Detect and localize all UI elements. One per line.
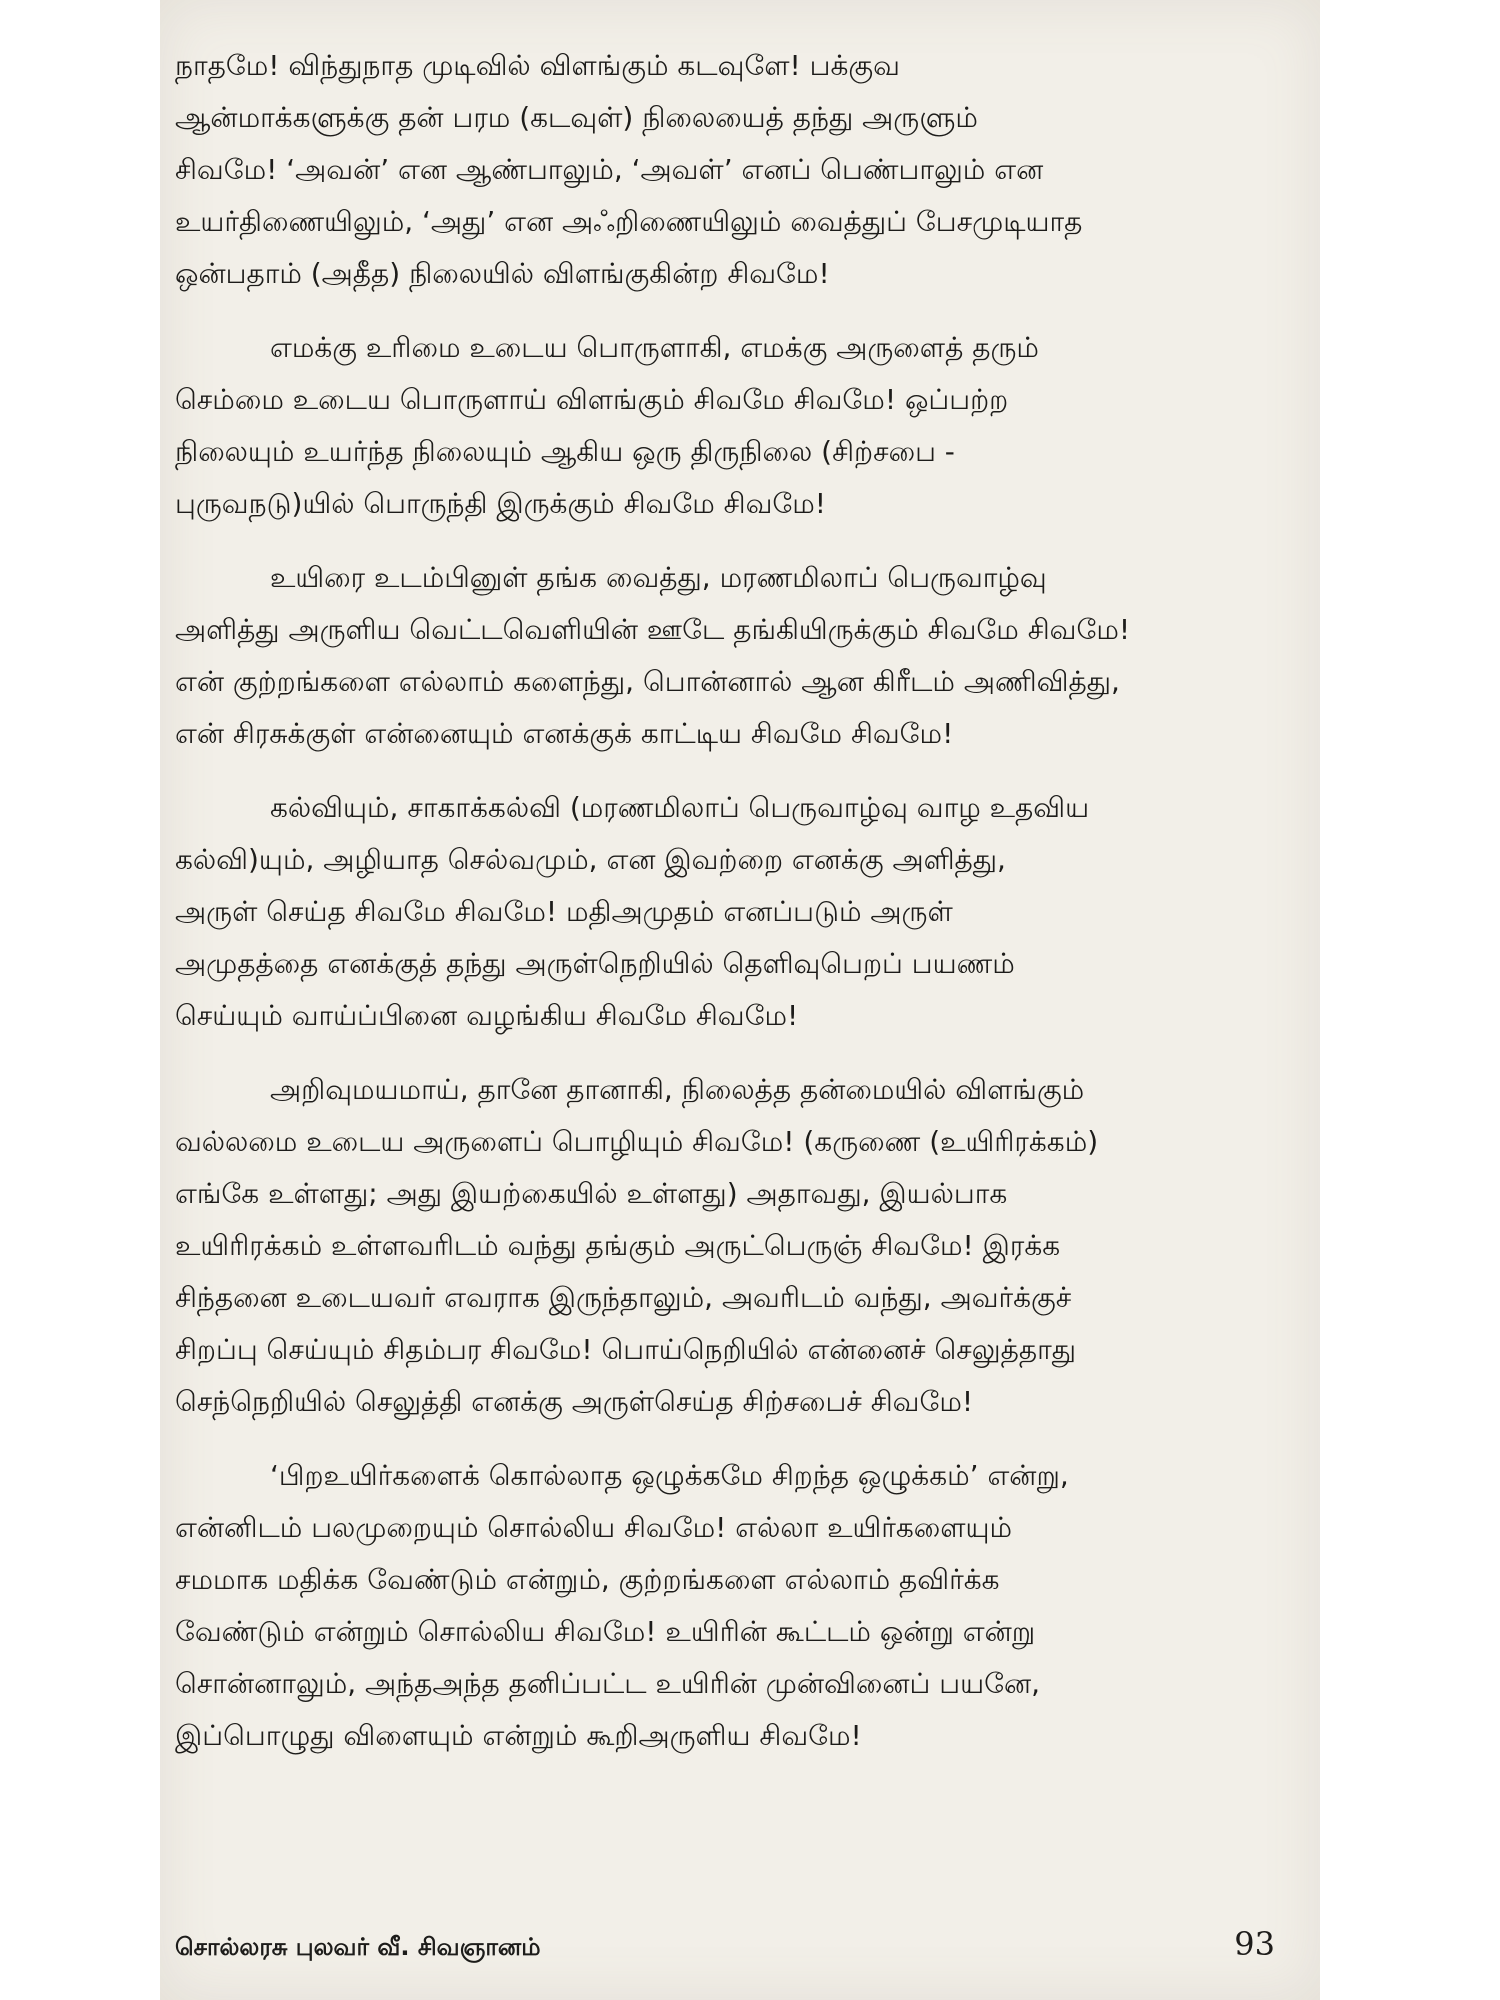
text-line: ‘பிறஉயிர்களைக் கொல்லாத ஒழுக்கமே சிறந்த ஒழுக்கம்’ என்று, [270, 1459, 1069, 1492]
text-line: நாதமே! விந்துநாத முடிவில் விளங்கும் கடவுளே! பக்குவ [175, 49, 900, 82]
text-line: சிவமே! ‘அவன்’ என ஆண்பாலும், ‘அவள்’ எனப் பெண்பாலும் என [175, 153, 1044, 186]
text-line: அளித்து அருளிய வெட்டவெளியின் ஊடே தங்கியிருக்கும் சிவமே சிவமே! [175, 613, 1131, 646]
text-line: ஆன்மாக்களுக்கு தன் பரம (கடவுள்) நிலையைத் தந்து அருளும் [175, 101, 978, 134]
text-line: உயர்திணையிலும், ‘அது’ என அஃறிணையிலும் வைத்துப் பேசமுடியாத [175, 205, 1083, 238]
text-line: உயிரை உடம்பினுள் தங்க வைத்து, மரணமிலாப் பெருவாழ்வு [270, 561, 1047, 594]
body-text [175, 40, 1285, 1784]
page-number: 93 [1234, 1925, 1275, 1963]
text-line: அருள் செய்த சிவமே சிவமே! மதிஅமுதம் எனப்படும் அருள் [175, 895, 953, 928]
text-line: ஒன்பதாம் (அதீத) நிலையில் விளங்குகின்ற சிவமே! [175, 257, 830, 290]
text-line: சொன்னாலும், அந்தஅந்த தனிப்பட்ட உயிரின் முன்வினைப் பயனே, [175, 1667, 1041, 1700]
paragraph [175, 322, 1285, 530]
text-line: கல்வியும், சாகாக்கல்வி (மரணமிலாப் பெருவாழ்வு வாழ உதவிய [270, 791, 1090, 824]
text-line: எமக்கு உரிமை உடைய பொருளாகி, எமக்கு அருளைத் தரும் [270, 331, 1039, 364]
text-line: கல்வி)யும், அழியாத செல்வமும், என இவற்றை எனக்கு அளித்து, [175, 843, 1006, 876]
text-line: புருவநடு)யில் பொருந்தி இருக்கும் சிவமே சிவமே! [175, 487, 826, 520]
text-line: சிந்தனை உடையவர் எவராக இருந்தாலும், அவரிடம் வந்து, அவர்க்குச் [175, 1281, 1072, 1314]
text-line: செம்மை உடைய பொருளாய் விளங்கும் சிவமே சிவமே! ஒப்பற்ற [175, 383, 1009, 416]
paragraph [175, 782, 1285, 1042]
paragraph [175, 552, 1285, 760]
paragraph [175, 1450, 1285, 1762]
text-line: செந்நெறியில் செலுத்தி எனக்கு அருள்செய்த சிற்சபைச் சிவமே! [175, 1385, 974, 1418]
author-name: சொல்லரசு புலவர் வீ. சிவஞானம் [175, 1933, 541, 1961]
paragraph [175, 40, 1285, 300]
text-line: நிலையும் உயர்ந்த நிலையும் ஆகிய ஒரு திருநிலை (சிற்சபை - [175, 435, 955, 468]
text-line: என்னிடம் பலமுறையும் சொல்லிய சிவமே! எல்லா உயிர்களையும் [175, 1511, 1013, 1544]
text-line: வல்லமை உடைய அருளைப் பொழியும் சிவமே! (கருணை (உயிரிரக்கம்) [175, 1125, 1099, 1158]
text-line: இப்பொழுது விளையும் என்றும் கூறிஅருளிய சிவமே! [175, 1719, 862, 1752]
text-line: சமமாக மதிக்க வேண்டும் என்றும், குற்றங்களை எல்லாம் தவிர்க்க [175, 1563, 1000, 1596]
text-line: வேண்டும் என்றும் சொல்லிய சிவமே! உயிரின் கூட்டம் ஒன்று என்று [175, 1615, 1036, 1648]
page-footer [175, 1925, 1285, 1975]
text-line: எங்கே உள்ளது; அது இயற்கையில் உள்ளது) அதாவது, இயல்பாக [175, 1177, 1008, 1210]
text-line: என் சிரசுக்குள் என்னையும் எனக்குக் காட்டிய சிவமே சிவமே! [175, 717, 954, 750]
text-line: சிறப்பு செய்யும் சிதம்பர சிவமே! பொய்நெறியில் என்னைச் செலுத்தாது [175, 1333, 1077, 1366]
text-line: செய்யும் வாய்ப்பினை வழங்கிய சிவமே சிவமே! [175, 999, 799, 1032]
paragraph [175, 1064, 1285, 1428]
text-line: அமுதத்தை எனக்குத் தந்து அருள்நெறியில் தெளிவுபெறப் பயணம் [175, 947, 1015, 980]
text-line: அறிவுமயமாய், தானே தானாகி, நிலைத்த தன்மையில் விளங்கும் [270, 1073, 1085, 1106]
text-line: உயிரிரக்கம் உள்ளவரிடம் வந்து தங்கும் அருட்பெருஞ் சிவமே! இரக்க [175, 1229, 1061, 1262]
text-line: என் குற்றங்களை எல்லாம் களைந்து, பொன்னால் ஆன கிரீடம் அணிவித்து, [175, 665, 1120, 698]
